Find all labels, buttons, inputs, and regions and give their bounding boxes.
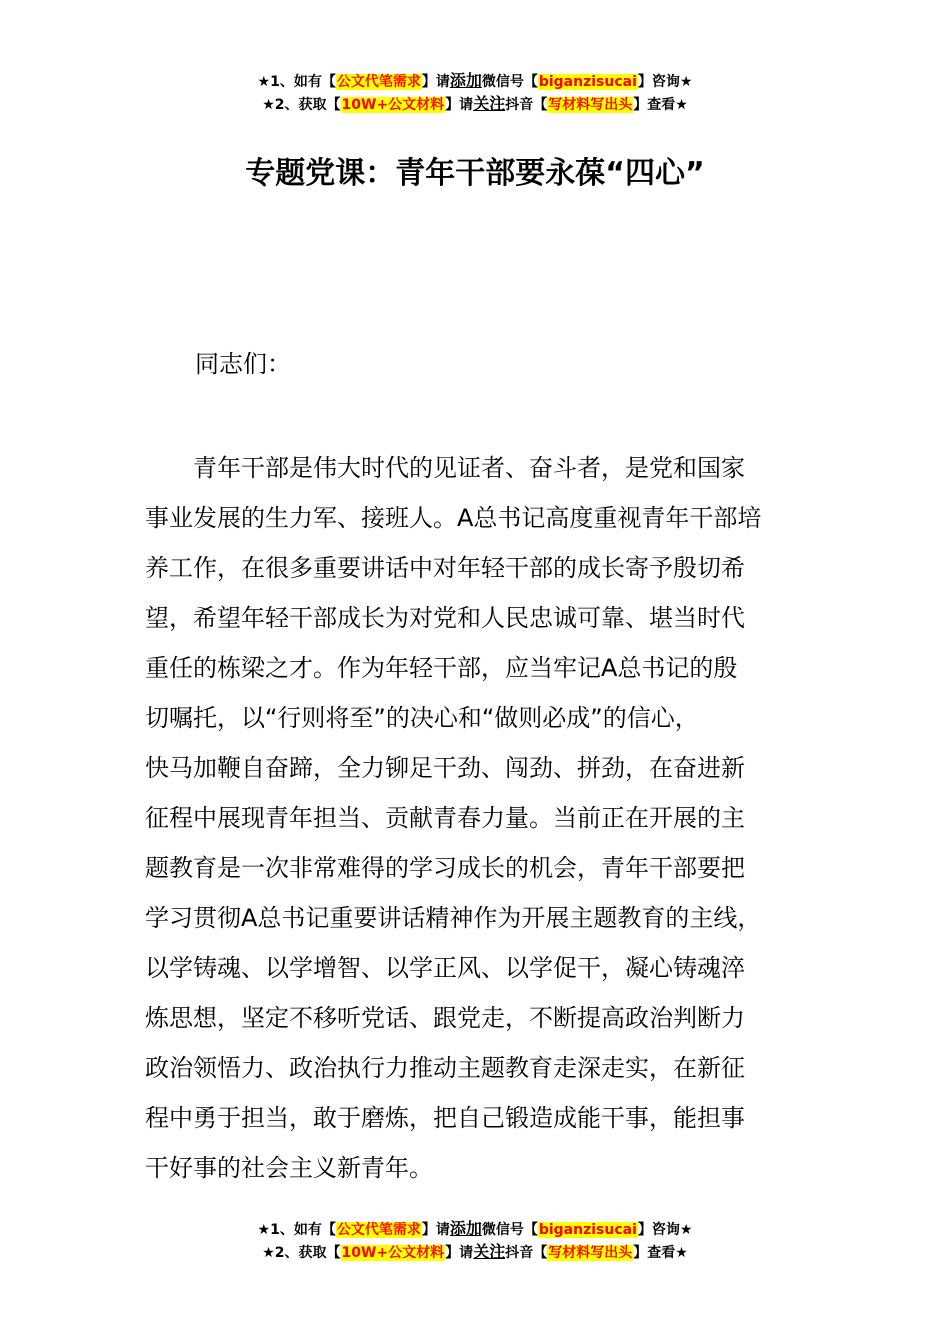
banner-highlight: 10W+公文材料 xyxy=(341,1245,445,1261)
banner-highlight: 公文代笔需求 xyxy=(336,74,421,90)
paragraph-line: 切嘱托，以“行则将至”的决心和“做则必成”的信心， xyxy=(145,704,699,732)
banner-text: 】咨询★ xyxy=(637,74,693,90)
paragraph-line: 快马加鞭自奋蹄，全力铆足干劲、闯劲、拼劲，在奋进新 xyxy=(145,754,745,782)
banner-text: ★2、获取【 xyxy=(262,1245,341,1261)
body-paragraph xyxy=(145,443,825,1193)
paragraph-line: 养工作，在很多重要讲话中对年轻干部的成长寄予殷切希 xyxy=(145,554,745,582)
banner-text: 微信号【 xyxy=(481,1222,538,1238)
paragraph-line: 望，希望年轻干部成长为对党和人民忠诚可靠、堪当时代 xyxy=(145,604,745,632)
banner-highlight: 公文代笔需求 xyxy=(336,1222,421,1238)
banner-text: 】请 xyxy=(421,1222,450,1238)
header-banner xyxy=(0,70,950,116)
banner-text: ★1、如有【 xyxy=(257,74,336,90)
banner-text: ★2、获取【 xyxy=(262,97,341,113)
paragraph-line: 题教育是一次非常难得的学习成长的机会，青年干部要把 xyxy=(145,854,745,882)
banner-text: 抖音【 xyxy=(505,1245,548,1261)
paragraph-line: 征程中展现青年担当、贡献青春力量。当前正在开展的主 xyxy=(145,804,745,832)
paragraph-line: 事业发展的生力军、接班人。A总书记高度重视青年干部培 xyxy=(145,504,762,532)
banner-emphasis: 关注 xyxy=(473,1242,506,1261)
banner-text: 】请 xyxy=(421,74,450,90)
paragraph-line: 政治领悟力、政治执行力推动主题教育走深走实，在新征 xyxy=(145,1054,745,1082)
banner-douyin-id: 写材料写出头 xyxy=(548,1245,633,1261)
banner-highlight: 10W+公文材料 xyxy=(341,97,445,113)
banner-emphasis: 添加 xyxy=(449,71,482,90)
banner-line-2 xyxy=(0,1241,950,1264)
banner-douyin-id: 写材料写出头 xyxy=(548,97,633,113)
paragraph-line: 学习贯彻A总书记重要讲话精神作为开展主题教育的主线， xyxy=(145,904,762,932)
banner-wechat-id: biganzisucai xyxy=(538,74,637,90)
banner-text: ★1、如有【 xyxy=(257,1222,336,1238)
document-title: 专题党课：青年干部要永葆“四心” xyxy=(245,156,705,191)
paragraph-line: 炼思想，坚定不移听党话、跟党走，不断提高政治判断力 xyxy=(145,1004,745,1032)
banner-line-2 xyxy=(0,93,950,116)
banner-text: 】查看★ xyxy=(633,1245,688,1261)
greeting: 同志们： xyxy=(195,350,291,378)
banner-text: 微信号【 xyxy=(481,74,538,90)
paragraph-line: 干好事的社会主义新青年。 xyxy=(145,1154,433,1182)
banner-line-1 xyxy=(0,1218,950,1241)
footer-banner xyxy=(0,1218,950,1264)
banner-emphasis: 关注 xyxy=(473,94,506,113)
banner-text: 】查看★ xyxy=(633,97,688,113)
banner-emphasis: 添加 xyxy=(449,1219,482,1238)
banner-text: 】请 xyxy=(445,1245,474,1261)
paragraph-line: 以学铸魂、以学增智、以学正风、以学促干，凝心铸魂淬 xyxy=(145,954,745,982)
banner-text: 】请 xyxy=(445,97,474,113)
banner-text: 】咨询★ xyxy=(637,1222,693,1238)
banner-wechat-id: biganzisucai xyxy=(538,1222,637,1238)
banner-text: 抖音【 xyxy=(505,97,548,113)
paragraph-line: 程中勇于担当，敢于磨炼，把自己锻造成能干事，能担事 xyxy=(145,1104,745,1132)
banner-line-1 xyxy=(0,70,950,93)
paragraph-line: 重任的栋梁之才。作为年轻干部，应当牢记A总书记的殷 xyxy=(145,654,738,682)
paragraph-line: 青年干部是伟大时代的见证者、奋斗者，是党和国家 xyxy=(145,454,745,482)
